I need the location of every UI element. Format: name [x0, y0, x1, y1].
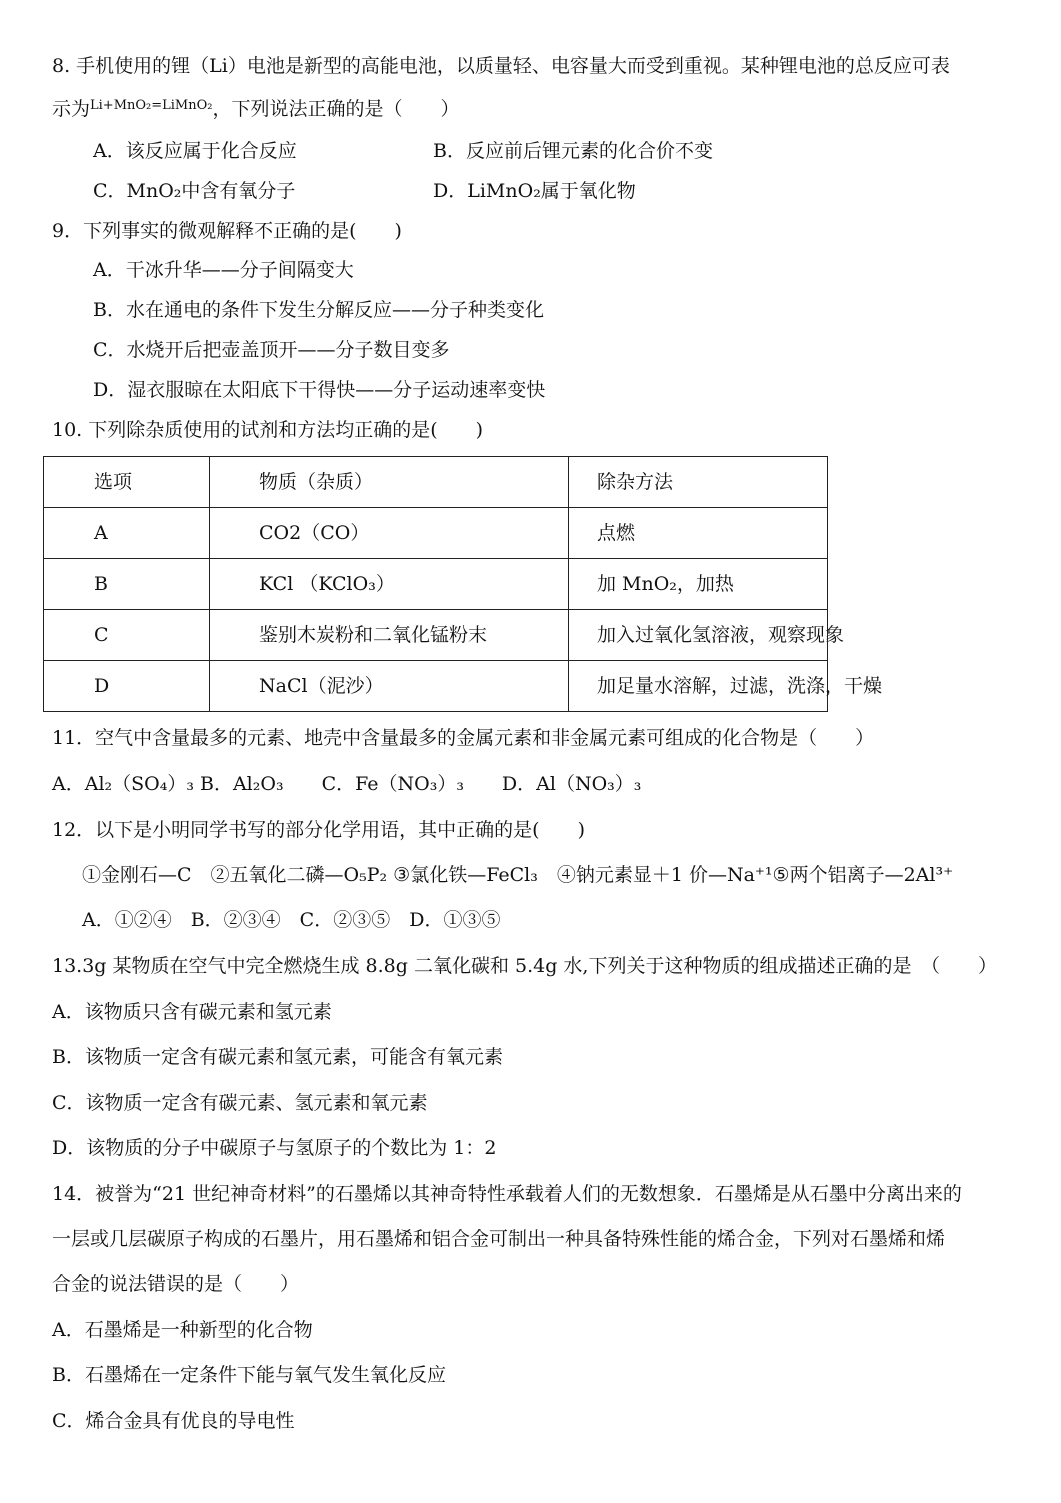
q14-option-a: A．石墨烯是一种新型的化合物	[52, 1319, 313, 1341]
table-row	[44, 610, 828, 661]
q10-stem: 10. 下列除杂质使用的试剂和方法均正确的是( )	[52, 419, 484, 441]
table-header-row	[44, 457, 828, 508]
table-header-cell: 除杂方法	[569, 457, 828, 508]
table-cell-option: A	[44, 508, 210, 559]
q13-option-b: B．该物质一定含有碳元素和氢元素，可能含有氧元素	[52, 1046, 503, 1068]
table-cell-option: D	[44, 661, 210, 712]
q13-option-c: C．该物质一定含有碳元素、氢元素和氧元素	[52, 1092, 428, 1114]
q8-option-b: B．反应前后锂元素的化合价不变	[433, 140, 713, 162]
q14-option-b: B．石墨烯在一定条件下能与氧气发生氧化反应	[52, 1364, 446, 1386]
q11-stem: 11．空气中含量最多的元素、地壳中含量最多的金属元素和非金属元素可组成的化合物是（ ）	[52, 727, 875, 749]
q8-stem-line2	[52, 98, 460, 121]
q8-stem-prefix: 示为	[52, 98, 91, 120]
q9-option-b: B．水在通电的条件下发生分解反应——分子种类变化	[93, 299, 544, 321]
q12-items: ①金刚石—C ②五氧化二磷—O₅P₂ ③氯化铁—FeCl₃ ④钠元素显＋1 价—Na⁺¹⑤两个铝离子—2Al³⁺	[82, 864, 954, 886]
table-cell-substance: 鉴别木炭粉和二氧化锰粉末	[210, 610, 569, 661]
q9-option-a: A．干冰升华——分子间隔变大	[93, 259, 354, 281]
q9-option-d: D．湿衣服晾在太阳底下干得快——分子运动速率变快	[93, 379, 546, 401]
q8-stem-line1: 8. 手机使用的锂（Li）电池是新型的高能电池，以质量轻、电容量大而受到重视。某种锂电池的总反应可表	[52, 55, 950, 77]
table-cell-method: 加足量水溶解，过滤，洗涤，干燥	[569, 661, 828, 712]
q13-option-d: D．该物质的分子中碳原子与氢原子的个数比为 1：2	[52, 1137, 497, 1159]
q10-table	[43, 456, 883, 712]
table-cell-substance: CO2（CO）	[210, 508, 569, 559]
q9-option-c: C．水烧开后把壶盖顶开——分子数目变多	[93, 339, 450, 361]
table-cell-substance: KCl （KClO₃）	[210, 559, 569, 610]
q13-option-a: A．该物质只含有碳元素和氢元素	[52, 1001, 332, 1023]
q13-stem: 13.3g 某物质在空气中完全燃烧生成 8.8g 二氧化碳和 5.4g 水,下列关于这种物质的组成描述正确的是 （ ）	[52, 955, 997, 977]
q8-option-a: A．该反应属于化合反应	[93, 140, 297, 162]
q8-option-c: C．MnO₂中含有氧分子	[93, 180, 296, 202]
table-cell-method: 加入过氧化氢溶液，观察现象	[569, 610, 828, 661]
q8-equation: Li+MnO₂=LiMnO₂	[90, 98, 213, 113]
q8-option-d: D．LiMnO₂属于氧化物	[433, 180, 636, 202]
q14-option-c: C．烯合金具有优良的导电性	[52, 1410, 295, 1432]
q14-stem-line3: 合金的说法错误的是（ ）	[52, 1273, 300, 1295]
q12-stem: 12．以下是小明同学书写的部分化学用语，其中正确的是( )	[52, 819, 586, 841]
table-row	[44, 559, 828, 610]
table-cell-method: 加 MnO₂，加热	[569, 559, 828, 610]
table-cell-option: B	[44, 559, 210, 610]
table-header-cell: 物质（杂质）	[210, 457, 569, 508]
table-cell-option: C	[44, 610, 210, 661]
q8-stem-suffix: ，下列说法正确的是（ ）	[212, 98, 460, 120]
q11-options: A．Al₂（SO₄）₃ B．Al₂O₃ C．Fe（NO₃）₃ D．Al（NO₃）₃	[52, 773, 642, 795]
table-header-cell: 选项	[44, 457, 210, 508]
table-row	[44, 661, 828, 712]
table-cell-method: 点燃	[569, 508, 828, 559]
q14-stem-line2: 一层或几层碳原子构成的石墨片，用石墨烯和铝合金可制出一种具备特殊性能的烯合金，下列对石墨烯和烯	[52, 1228, 946, 1250]
table-row	[44, 508, 828, 559]
table-cell-substance: NaCl（泥沙）	[210, 661, 569, 712]
q14-stem-line1: 14．被誉为“21 世纪神奇材料”的石墨烯以其神奇特性承载着人们的无数想象．石墨烯是从石墨中分离出来的	[52, 1183, 962, 1205]
q12-options: A．①②④ B．②③④ C．②③⑤ D．①③⑤	[82, 909, 501, 931]
q9-stem: 9．下列事实的微观解释不正确的是( )	[52, 220, 402, 242]
